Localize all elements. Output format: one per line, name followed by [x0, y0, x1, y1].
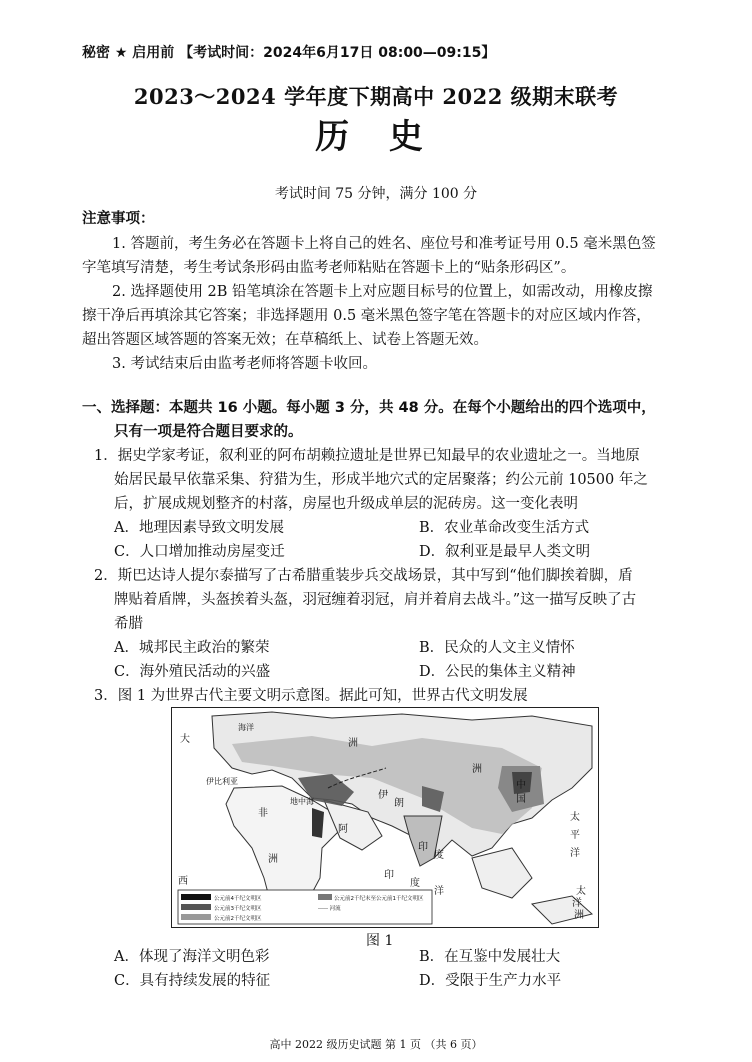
notes-line: 3. 考试结束后由监考老师将答题卡收回。 [112, 356, 377, 372]
question-2-stem: 希腊 [114, 616, 143, 632]
question-1-stem: 1．据史学家考证，叙利亚的阿布胡赖拉遗址是世界已知最早的农业遗址之一。当地原 [94, 448, 640, 464]
map-label: 洲 [574, 910, 584, 921]
legend-entry: 公元前2千纪末至公元前1千纪文明区 [334, 896, 424, 902]
map-label: 海洋 [238, 723, 254, 732]
map-label: 平 [570, 830, 580, 841]
notes-line: 1. 答题前，考生务必在答题卡上将自己的姓名、座位号和准考证号用 0.5 毫米黑色签 [112, 236, 656, 252]
question-2-stem: 2．斯巴达诗人提尔泰描写了古希腊重装步兵交战场景，其中写到“他们脚挨着脚，盾 [94, 568, 633, 584]
question-2-stem: 牌贴着盾牌，头盔挨着头盔，羽冠缠着羽冠，肩并着肩去战斗。”这一描写反映了古 [114, 592, 637, 608]
map-label: 度 [434, 850, 444, 861]
map-label: 洋 [572, 898, 582, 909]
legend-entry: 公元前4千纪文明区 [214, 896, 262, 902]
map-label: 印 [384, 870, 394, 881]
option-d[interactable]: D．受限于生产力水平 [419, 973, 562, 989]
question-1-stem: 后，扩展成规划整齐的村落，房屋也升级成单层的泥砖房。这一变化表明 [114, 496, 578, 512]
map-label: 洲 [348, 738, 358, 749]
map-legend [178, 890, 432, 924]
map-label: 伊 [378, 790, 388, 801]
option-a[interactable]: A．城邦民主政治的繁荣 [114, 640, 270, 656]
notes-line: 擦干净后再填涂其它答案；非选择题用 0.5 毫米黑色签字笔在答题卡的对应区域内作答， [82, 308, 651, 324]
map-graphic [172, 708, 598, 927]
map-label: 非 [258, 808, 268, 819]
option-d[interactable]: D．公民的集体主义精神 [419, 664, 576, 680]
question-1-stem: 始居民最早依靠采集、狩猎为生，形成半地穴式的定居聚落；约公元前 10500 年之 [114, 472, 648, 488]
map-label: 洋 [434, 886, 444, 897]
notes-line: 超出答题区域答题的答案无效；在草稿纸上、试卷上答题无效。 [82, 332, 488, 348]
question-3-stem: 3．图 1 为世界古代主要文明示意图。据此可知，世界古代文明发展 [94, 688, 528, 704]
map-label: 国 [516, 794, 526, 805]
section-heading: 只有一项是符合题目要求的。 [114, 424, 303, 440]
option-d[interactable]: D．叙利亚是最早人类文明 [419, 544, 591, 560]
map-label: 洲 [268, 854, 278, 865]
notes-line: 字笔填写清楚，考生考试条形码由监考老师粘贴在答题卡上的“贴条形码区”。 [82, 260, 576, 276]
figure-caption: 图 1 [366, 933, 394, 949]
map-label: 伊比利亚 [206, 777, 238, 786]
notes-heading: 注意事项： [82, 211, 155, 227]
map-label: 大 [180, 734, 190, 745]
map-label: 朗 [394, 798, 404, 809]
map-label: 太 [576, 886, 586, 897]
legend-entry: 公元前2千纪文明区 [214, 916, 262, 922]
map-label: 度 [410, 878, 420, 889]
map-label: 洋 [570, 848, 580, 859]
map-label: 西 [178, 876, 188, 887]
option-a[interactable]: A．地理因素导致文明发展 [114, 520, 284, 536]
option-b[interactable]: B．农业革命改变生活方式 [419, 520, 590, 536]
option-c[interactable]: C．人口增加推动房屋变迁 [114, 544, 285, 560]
option-c[interactable]: C．具有持续发展的特征 [114, 973, 271, 989]
map-label: 太 [570, 812, 580, 823]
option-c[interactable]: C．海外殖民活动的兴盛 [114, 664, 271, 680]
map-label: 印 [418, 842, 428, 853]
notes-line: 2. 选择题使用 2B 铅笔填涂在答题卡上对应题目标号的位置上，如需改动，用橡皮擦 [112, 284, 653, 300]
section-heading: 一、选择题：本题共 16 小题。每小题 3 分，共 48 分。在每个小题给出的四个选项中， [82, 400, 656, 416]
option-b[interactable]: B．在互鉴中发展壮大 [419, 949, 561, 965]
map-label: 地中海 [290, 797, 314, 806]
legend-entry: 公元前3千纪文明区 [214, 906, 262, 912]
map-label: 阿 [338, 824, 348, 835]
page-footer: 高中 2022 级历史试题 第 1 页 （共 6 页） [269, 1038, 483, 1051]
ancient-civilization-map [171, 707, 599, 928]
legend-entry: ----- 河流 [318, 906, 341, 912]
option-b[interactable]: B．民众的人文主义情怀 [419, 640, 575, 656]
subject-title: 历 史 [315, 117, 437, 157]
confidential-header: 秘密 ★ 启用前 【考试时间：2024年6月17日 08:00—09:15】 [82, 45, 496, 61]
map-label: 洲 [472, 764, 482, 775]
map-label: 中 [516, 780, 526, 791]
time-info: 考试时间 75 分钟，满分 100 分 [274, 186, 478, 202]
option-a[interactable]: A．体现了海洋文明色彩 [114, 949, 270, 965]
exam-title: 2023～2024 学年度下期高中 2022 级期末联考 [133, 84, 619, 109]
